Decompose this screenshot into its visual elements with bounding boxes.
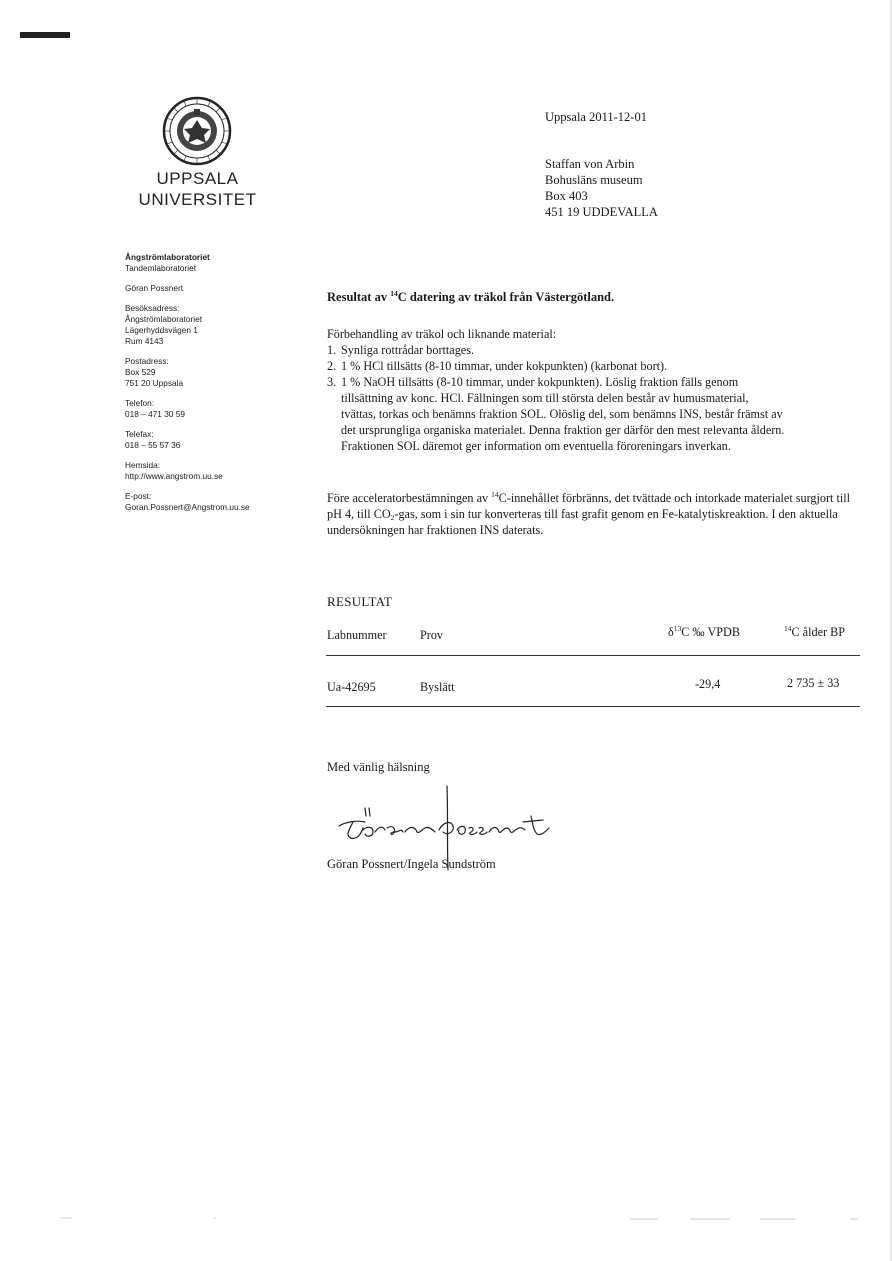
post-address-line: 751 20 Uppsala [125, 378, 184, 388]
delta-unit: C ‰ VPDB [681, 625, 740, 639]
paragraph-text: C-innehållet förbränns, det tvättade och intorkade materialet surgjort till pH 4, till CO [327, 491, 851, 521]
visit-address-block [125, 303, 295, 347]
title-text: Resultat av [327, 290, 391, 304]
sender-lab-block [125, 252, 295, 274]
recipient-line: Staffan von Arbin [545, 157, 635, 171]
recipient-line: Box 403 [545, 189, 588, 203]
step-number: 3. [327, 375, 337, 389]
recipient-address [545, 156, 658, 220]
visit-address-line: Lägerhyddsvägen 1 [125, 325, 198, 335]
cell-age: 2 735 ± 33 [787, 676, 840, 690]
visit-address-label: Besöksadress: [125, 303, 180, 313]
email-block [125, 491, 295, 513]
fax-number: 018 – 55 57 36 [125, 440, 181, 450]
post-address-block [125, 356, 295, 389]
delta-superscript: 13 [673, 624, 682, 633]
recipient-line: 451 19 UDDEVALLA [545, 205, 658, 219]
column-header-labnummer: Labnummer [327, 628, 387, 642]
university-name-line2: UNIVERSITET [138, 190, 257, 209]
list-item [327, 342, 857, 358]
pretreatment-heading: Förbehandling av träkol och liknande material: [327, 327, 557, 341]
table-bottom-rule [326, 706, 860, 707]
email-address: Goran.Possnert@Angstrom.uu.se [125, 502, 250, 512]
web-url: http://www.angstrom.uu.se [125, 471, 223, 481]
university-name-line1: UPPSALA [156, 169, 239, 188]
title-superscript: 14 [390, 289, 398, 298]
letter-title [327, 290, 614, 305]
fax-block [125, 429, 295, 451]
email-label: E-post: [125, 491, 152, 501]
sender-sublab: Tandemlaboratoriet [125, 263, 197, 273]
phone-number: 018 – 471 30 59 [125, 409, 185, 419]
visit-address-line: Rum 4143 [125, 336, 164, 346]
cell-delta: -29,4 [695, 677, 721, 691]
step-text: 1 % NaOH tillsätts (8-10 timmar, under kokpunkten). Löslig fraktion fälls genom tillsättning av konc. HCl. Fällningen som till största delen består av humusmaterial, tvättas, torkas och benämns fraktion SOL. Olöslig del, som benämns INS, består främst av det ursprungliga organiska materialet. Denna fraktion ger därför den mest relevanta åldern. Fraktionen SOL däremot ger information om eventuella föroreningars inverkan. [341, 375, 785, 453]
step-number: 1. [327, 343, 337, 357]
list-item [327, 374, 857, 454]
step-text: 1 % HCl tillsätts (8-10 timmar, under kokpunkten) (karbonat bort). [341, 359, 668, 373]
university-name [120, 168, 275, 210]
pretreatment-steps [327, 342, 857, 454]
paragraph-text: -gas, som i sin tur konverteras till fast grafit genom en Fe-katalytiskreaktion. I den aktuella undersökningen har fraktionen INS daterats. [327, 507, 838, 537]
method-paragraph [327, 490, 857, 538]
delta-symbol: δ [668, 625, 674, 639]
results-heading: RESULTAT [327, 594, 393, 609]
column-header-prov: Prov [420, 628, 444, 642]
signer-names: Göran Possnert/Ingela Sundström [327, 857, 496, 871]
scan-noise [0, 1210, 892, 1230]
university-seal-icon [162, 96, 232, 166]
sender-lab: Ångströmlaboratoriet [125, 252, 210, 262]
title-text: C datering av träkol från Västergötland. [397, 290, 615, 304]
fax-label: Telefax: [125, 429, 154, 439]
paragraph-superscript: 14 [491, 490, 499, 499]
sender-person-block [125, 283, 295, 294]
post-address-label: Postadress: [125, 356, 169, 366]
phone-block [125, 398, 295, 420]
age-unit: C ålder BP [791, 625, 845, 639]
list-item [327, 358, 857, 374]
web-block [125, 460, 295, 482]
post-address-line: Box 529 [125, 367, 156, 377]
paragraph-subscript: 2 [390, 513, 395, 522]
table-header-rule [326, 655, 860, 656]
column-header-delta [668, 625, 740, 640]
age-superscript: 14 [784, 624, 792, 633]
closing-greeting: Med vänlig hälsning [327, 760, 430, 774]
sender-info [125, 252, 295, 522]
step-text: Synliga rottrådar borttages. [341, 343, 475, 357]
visit-address-line: Ångströmlaboratoriet [125, 314, 203, 324]
phone-label: Telefon: [125, 398, 155, 408]
cell-prov: Byslätt [420, 680, 455, 694]
column-header-age [784, 625, 845, 640]
scan-edge-mark [20, 32, 70, 38]
sender-person: Göran Possnert [125, 283, 184, 293]
step-number: 2. [327, 359, 337, 373]
web-label: Hemsida: [125, 460, 161, 470]
paragraph-text: Före acceleratorbestämningen av [327, 491, 492, 505]
recipient-line: Bohusläns museum [545, 173, 643, 187]
letter-date: Uppsala 2011-12-01 [545, 110, 647, 124]
cell-labnummer: Ua-42695 [327, 680, 376, 694]
